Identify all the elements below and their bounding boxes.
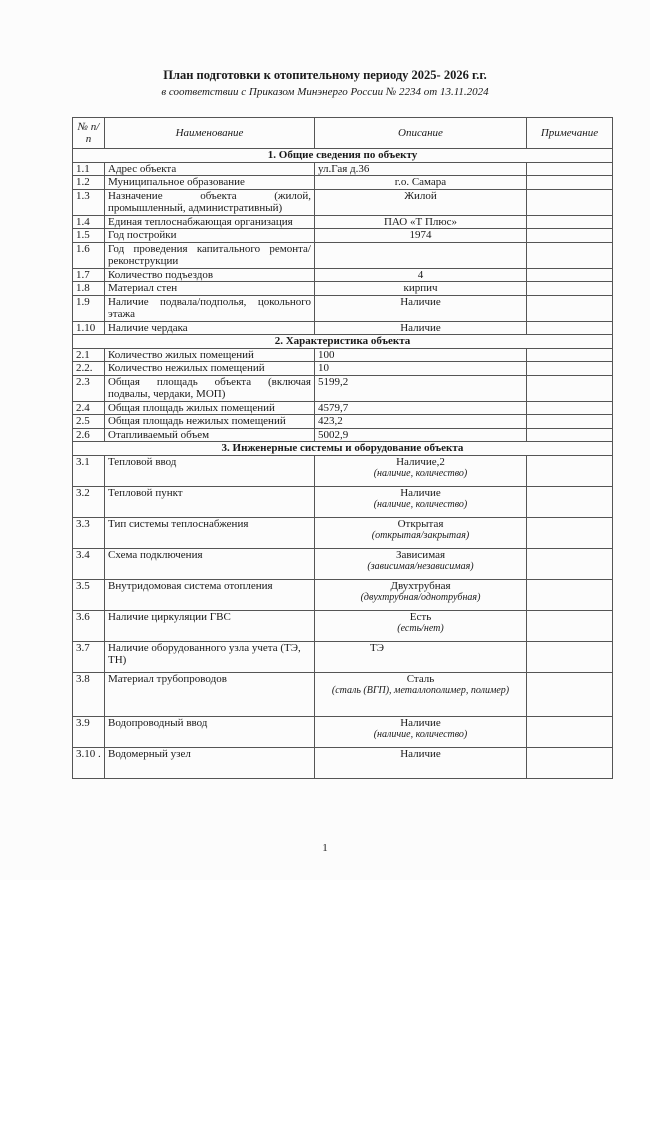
table-row: [73, 321, 613, 335]
desc-hint: (есть/нет): [397, 623, 444, 634]
row-note: [527, 229, 613, 243]
row-desc: 5199,2: [315, 375, 527, 401]
row-desc: [315, 455, 527, 486]
row-desc: Наличие: [315, 321, 527, 335]
table-row: [73, 229, 613, 243]
section-title: 1. Общие сведения по объекту: [73, 149, 613, 163]
row-name: Наличие подвала/подполья, цокольного этажа: [105, 295, 315, 321]
desc-value: Наличие: [400, 716, 441, 729]
row-note: [527, 610, 613, 641]
section-row: [73, 442, 613, 456]
row-desc: [315, 517, 527, 548]
table-row: [73, 162, 613, 176]
desc-value: Наличие: [400, 747, 441, 760]
table-row: [73, 428, 613, 442]
row-num: 3.9: [73, 716, 105, 747]
desc-value: Сталь: [406, 672, 435, 685]
row-name: Наличие оборудованного узла учета (ТЭ, ТН): [105, 641, 315, 672]
row-name: Материал трубопроводов: [105, 672, 315, 716]
row-name: Схема подключения: [105, 548, 315, 579]
row-name: Год постройки: [105, 229, 315, 243]
row-name: Внутридомовая система отопления: [105, 579, 315, 610]
row-desc: [315, 716, 527, 747]
row-num: 1.5: [73, 229, 105, 243]
row-num: 2.4: [73, 401, 105, 415]
desc-hint: (открытая/закрытая): [371, 530, 470, 541]
row-name: Водомерный узел: [105, 747, 315, 778]
row-name: Муниципальное образование: [105, 176, 315, 190]
header-desc: Описание: [315, 118, 527, 149]
header-num: № п/п: [73, 118, 105, 149]
row-desc: [315, 747, 527, 778]
row-desc: [315, 548, 527, 579]
row-name: Единая теплоснабжающая организация: [105, 215, 315, 229]
row-desc: [315, 610, 527, 641]
heating-plan-table: [72, 117, 613, 779]
row-name: Общая площадь объекта (включая подвалы, чердаки, МОП): [105, 375, 315, 401]
page-number: 1: [322, 842, 328, 854]
desc-value: ТЭ: [370, 641, 384, 654]
desc-value: Зависимая: [395, 548, 446, 561]
table-row: [73, 747, 613, 778]
row-num: 3.3: [73, 517, 105, 548]
row-name: Общая площадь нежилых помещений: [105, 415, 315, 429]
row-num: 3.1: [73, 455, 105, 486]
table-row: [73, 672, 613, 716]
row-note: [527, 672, 613, 716]
row-num: 3.7: [73, 641, 105, 672]
table-row: [73, 548, 613, 579]
row-desc: г.о. Самара: [315, 176, 527, 190]
row-note: [527, 415, 613, 429]
row-note: [527, 747, 613, 778]
row-desc: [315, 486, 527, 517]
desc-hint: (наличие, количество): [373, 499, 468, 510]
section-row: [73, 149, 613, 163]
row-desc: Наличие: [315, 295, 527, 321]
row-note: [527, 486, 613, 517]
header-name: Наименование: [105, 118, 315, 149]
row-desc: 4579,7: [315, 401, 527, 415]
row-note: [527, 189, 613, 215]
row-name: Материал стен: [105, 282, 315, 296]
table-row: [73, 375, 613, 401]
row-note: [527, 215, 613, 229]
table-row: [73, 348, 613, 362]
row-note: [527, 548, 613, 579]
table-row: [73, 176, 613, 190]
desc-hint: (наличие, количество): [373, 729, 468, 740]
row-note: [527, 641, 613, 672]
row-note: [527, 348, 613, 362]
row-num: 2.5: [73, 415, 105, 429]
row-num: 1.8: [73, 282, 105, 296]
table-row: [73, 716, 613, 747]
row-desc: 5002,9: [315, 428, 527, 442]
row-num: 1.2: [73, 176, 105, 190]
table-row: [73, 610, 613, 641]
desc-value: Наличие: [400, 486, 441, 499]
section-row: [73, 335, 613, 349]
table-row: [73, 415, 613, 429]
row-name: Количество жилых помещений: [105, 348, 315, 362]
table-row: [73, 282, 613, 296]
row-desc: [315, 579, 527, 610]
row-note: [527, 176, 613, 190]
row-note: [527, 401, 613, 415]
row-name: Наличие циркуляции ГВС: [105, 610, 315, 641]
row-note: [527, 362, 613, 376]
desc-hint: (сталь (ВГП), металлополимер, полимер): [331, 685, 510, 696]
row-num: 3.8: [73, 672, 105, 716]
desc-hint: (зависимая/независимая): [367, 561, 474, 572]
row-num: 2.3: [73, 375, 105, 401]
row-num: 1.10: [73, 321, 105, 335]
row-desc: Жилой: [315, 189, 527, 215]
row-note: [527, 428, 613, 442]
row-note: [527, 242, 613, 268]
table-row: [73, 362, 613, 376]
table-row: [73, 486, 613, 517]
row-num: 1.7: [73, 268, 105, 282]
row-num: 1.4: [73, 215, 105, 229]
row-desc: 423,2: [315, 415, 527, 429]
desc-hint: (двухтрубная/однотрубная): [360, 592, 481, 603]
row-num: 3.5: [73, 579, 105, 610]
row-name: Общая площадь жилых помещений: [105, 401, 315, 415]
table-row: [73, 455, 613, 486]
table-row: [73, 295, 613, 321]
row-note: [527, 162, 613, 176]
row-note: [527, 579, 613, 610]
row-desc: ул.Гая д.36: [315, 162, 527, 176]
row-name: Тепловой ввод: [105, 455, 315, 486]
row-num: 2.6: [73, 428, 105, 442]
desc-value: Открытая: [397, 517, 444, 530]
row-name: Тип системы теплоснабжения: [105, 517, 315, 548]
table-row: [73, 215, 613, 229]
row-desc: кирпич: [315, 282, 527, 296]
desc-value: Двухтрубная: [390, 579, 451, 592]
row-name: Отапливаемый объем: [105, 428, 315, 442]
row-num: 3.10 .: [73, 747, 105, 778]
row-num: 3.6: [73, 610, 105, 641]
row-num: 1.6: [73, 242, 105, 268]
table-row: [73, 189, 613, 215]
row-num: 1.9: [73, 295, 105, 321]
row-name: Количество нежилых помещений: [105, 362, 315, 376]
document-title: План подготовки к отопительному периоду 2025- 2026 г.г.: [163, 68, 487, 82]
row-num: 1.3: [73, 189, 105, 215]
row-num: 3.2: [73, 486, 105, 517]
row-desc: [315, 242, 527, 268]
row-note: [527, 517, 613, 548]
row-name: Наличие чердака: [105, 321, 315, 335]
table-row: [73, 242, 613, 268]
row-note: [527, 321, 613, 335]
table-row: [73, 641, 613, 672]
row-note: [527, 282, 613, 296]
row-num: 1.1: [73, 162, 105, 176]
section-title: 3. Инженерные системы и оборудование объекта: [73, 442, 613, 456]
row-desc: 100: [315, 348, 527, 362]
row-desc: 1974: [315, 229, 527, 243]
row-num: 3.4: [73, 548, 105, 579]
row-name: Год проведения капитального ремонта/реконструкции: [105, 242, 315, 268]
row-desc: [315, 672, 527, 716]
table-row: [73, 268, 613, 282]
row-note: [527, 455, 613, 486]
row-note: [527, 375, 613, 401]
row-name: Назначение объекта (жилой, промышленный, административный): [105, 189, 315, 215]
row-name: Тепловой пункт: [105, 486, 315, 517]
row-name: Адрес объекта: [105, 162, 315, 176]
row-name: Количество подъездов: [105, 268, 315, 282]
row-num: 2.2.: [73, 362, 105, 376]
document-subtitle: в соответствии с Приказом Минэнерго России № 2234 от 13.11.2024: [161, 86, 489, 98]
row-desc: ПАО «Т Плюс»: [315, 215, 527, 229]
desc-hint: (наличие, количество): [373, 468, 468, 479]
table-row: [73, 517, 613, 548]
header-note: Примечание: [527, 118, 613, 149]
table-row: [73, 401, 613, 415]
row-desc: 4: [315, 268, 527, 282]
row-desc: [315, 641, 527, 672]
row-note: [527, 295, 613, 321]
section-title: 2. Характеристика объекта: [73, 335, 613, 349]
table-header-row: [73, 118, 613, 149]
desc-value: Есть: [409, 610, 432, 623]
table-row: [73, 579, 613, 610]
row-name: Водопроводный ввод: [105, 716, 315, 747]
row-note: [527, 268, 613, 282]
desc-value: Наличие,2: [396, 455, 445, 468]
row-note: [527, 716, 613, 747]
row-desc: 10: [315, 362, 527, 376]
row-num: 2.1: [73, 348, 105, 362]
